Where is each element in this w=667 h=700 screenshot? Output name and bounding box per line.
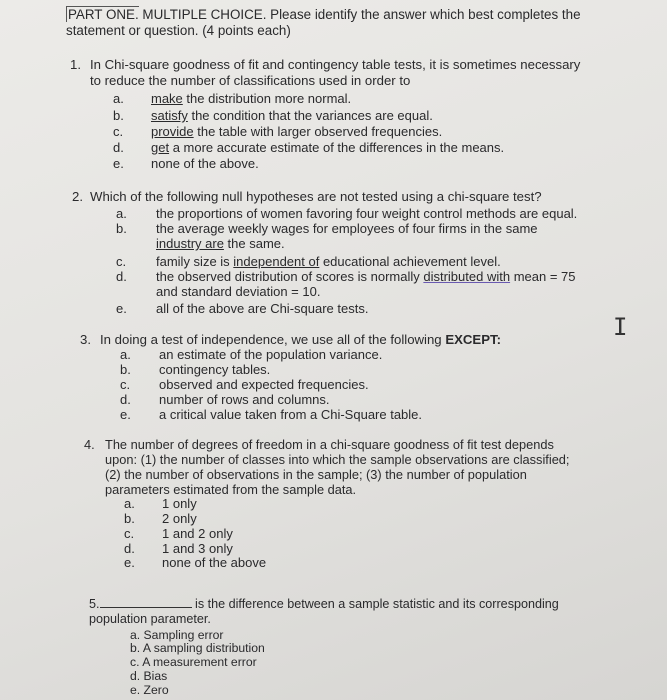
option-underlined: independent of <box>233 254 320 269</box>
option-text: a critical value taken from a Chi-Square table. <box>159 407 423 422</box>
option-text: number of rows and columns. <box>159 392 330 407</box>
question-5 <box>89 597 649 627</box>
option-text: 1 and 2 only <box>162 526 233 541</box>
option-key-word: get <box>151 140 170 155</box>
question-stem-line-2: upon: (1) the number of classes into which the sample observations are classified; <box>105 452 570 467</box>
option-text-line-2: and standard deviation = 10. <box>156 284 321 299</box>
option-text: 2 only <box>162 511 197 526</box>
option-text: an estimate of the population variance. <box>159 347 383 362</box>
option-letter: e. <box>116 301 127 316</box>
option-letter: e. <box>113 156 124 171</box>
q5-option-a[interactable] <box>130 628 223 642</box>
question-stem-line-2: to reduce the number of classifications used in order to <box>90 72 411 88</box>
option-letter: c. <box>120 377 131 392</box>
option-text: observed and expected frequencies. <box>159 377 369 392</box>
option-text: contingency tables. <box>159 362 271 377</box>
question-number: 4. <box>84 437 95 452</box>
q5-option-e[interactable] <box>130 683 169 697</box>
option-text: c. A measurement error <box>130 655 257 669</box>
question-number: 5. <box>89 597 100 611</box>
question-stem-line-3: (2) the number of observations in the sample; (3) the number of population <box>105 467 527 482</box>
option-text: the condition that the variances are equal. <box>187 108 433 123</box>
option-letter: a. <box>124 496 135 511</box>
option-letter: d. <box>124 541 135 556</box>
option-text-line-2: the same. <box>223 236 285 251</box>
part-label: PART ONE. <box>68 7 139 22</box>
option-text: b. A sampling distribution <box>130 641 265 655</box>
option-text: e. Zero <box>130 683 169 697</box>
question-stem-line-1: is the difference between a sample statistic and its corresponding <box>191 597 559 611</box>
question-number: 2. <box>72 189 83 204</box>
option-text-line-1: the average weekly wages for employees of four firms in the same <box>156 221 538 236</box>
question-stem: Which of the following null hypotheses are not tested using a chi-square test? <box>90 189 542 204</box>
q5-option-c[interactable] <box>130 655 257 669</box>
option-letter: d. <box>113 140 124 155</box>
option-letter: a. <box>113 91 124 106</box>
answer-blank[interactable] <box>100 597 192 608</box>
option-text: 1 only <box>162 496 197 511</box>
question-stem-emphasis: EXCEPT: <box>445 332 502 347</box>
option-letter: c. <box>116 254 127 269</box>
option-letter: c. <box>113 124 124 139</box>
option-letter: d. <box>120 392 131 407</box>
q5-option-d[interactable] <box>130 669 167 683</box>
option-underlined: industry are <box>156 236 224 251</box>
option-text: a. Sampling error <box>130 628 224 642</box>
option-text: the distribution more normal. <box>182 91 352 106</box>
option-text: the table with larger observed frequencies. <box>193 124 443 139</box>
option-text: the proportions of women favoring four weight control methods are equal. <box>156 206 578 221</box>
option-text: the observed distribution of scores is normally <box>156 269 424 284</box>
option-letter: a. <box>116 206 127 221</box>
option-letter: b. <box>120 362 131 377</box>
option-text-end: mean = 75 <box>510 269 576 284</box>
option-text-end: educational achievement level. <box>319 254 501 269</box>
question-stem-line-4: parameters estimated from the sample data. <box>105 482 357 497</box>
question-number: 3. <box>80 332 91 347</box>
option-text: none of the above. <box>151 156 259 171</box>
text-cursor-icon: I <box>613 313 628 341</box>
q5-option-b[interactable] <box>130 641 265 655</box>
option-letter: b. <box>113 108 124 123</box>
header-line-1: MULTIPLE CHOICE. Please identify the answer which best completes the <box>138 7 581 22</box>
question-stem-line-1: In Chi-square goodness of fit and contingency table tests, it is sometimes necessary <box>90 57 581 72</box>
option-key-word: satisfy <box>151 108 188 123</box>
question-stem-line-1: The number of degrees of freedom in a chi-square goodness of fit test depends <box>105 437 554 452</box>
option-underlined: distributed with <box>423 269 511 284</box>
section-header <box>66 7 636 39</box>
option-key-word: make <box>151 91 183 106</box>
option-letter: c. <box>124 526 135 541</box>
question-stem: In doing a test of independence, we use all of the following <box>100 332 446 347</box>
option-text: all of the above are Chi-square tests. <box>156 301 369 316</box>
option-text: 1 and 3 only <box>162 541 233 556</box>
option-key-word: provide <box>151 124 194 139</box>
option-letter: d. <box>116 269 127 284</box>
question-stem-line-2: population parameter. <box>89 612 211 626</box>
option-letter: b. <box>116 221 127 236</box>
option-letter: e. <box>120 407 131 422</box>
option-letter: a. <box>120 347 131 362</box>
header-line-2: statement or question. (4 points each) <box>66 23 291 38</box>
option-letter: b. <box>124 511 135 526</box>
question-number: 1. <box>70 57 81 72</box>
option-text: family size is <box>156 254 234 269</box>
option-text: none of the above <box>162 555 267 570</box>
option-letter: e. <box>124 555 135 570</box>
option-text: a more accurate estimate of the differences in the means. <box>169 140 505 155</box>
option-text: d. Bias <box>130 669 168 683</box>
